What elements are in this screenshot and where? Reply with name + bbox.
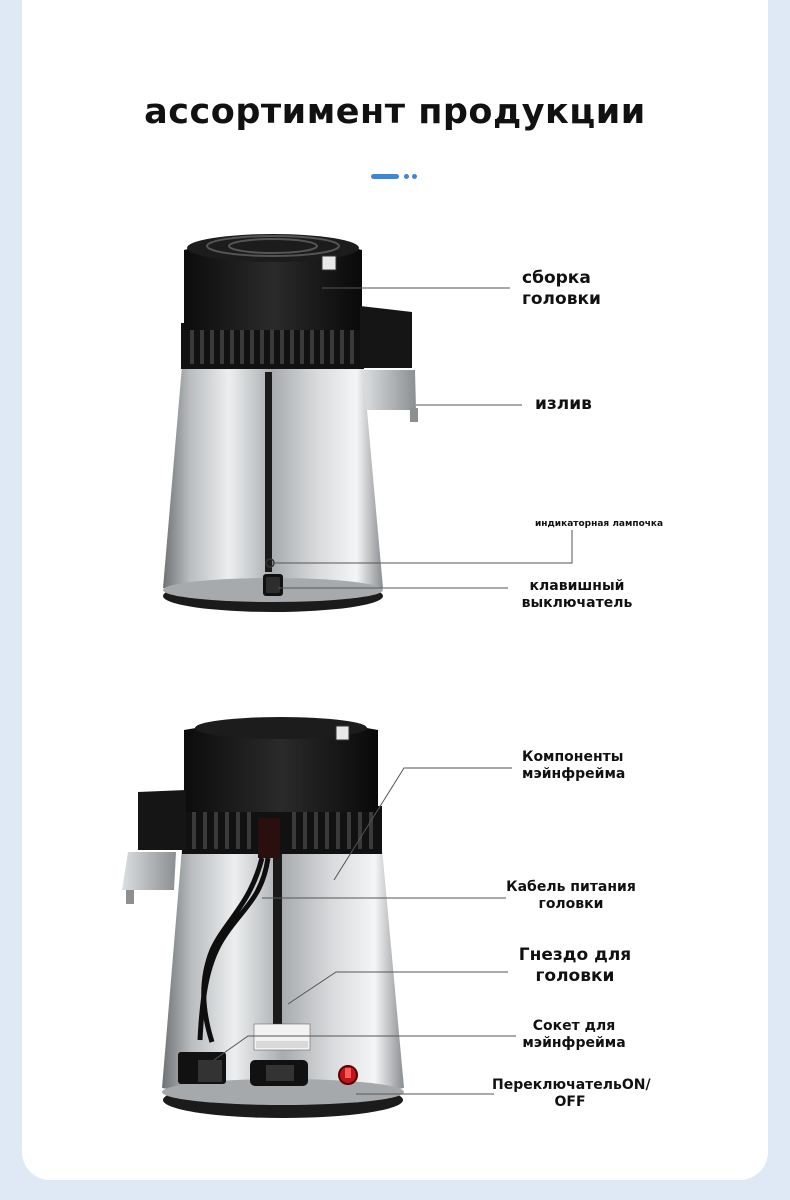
label-spout: излив bbox=[535, 394, 592, 414]
page-title: ассортимент продукции bbox=[144, 92, 646, 132]
label-head-assembly: сборка головки bbox=[522, 268, 601, 309]
label-on-off-switch: ПереключательON/ OFF bbox=[492, 1077, 651, 1111]
label-mainframe-components: Компоненты мэйнфрейма bbox=[522, 749, 626, 783]
label-rocker-switch: клавишный выключатель bbox=[521, 578, 633, 612]
label-mainframe-socket: Сокет для мэйнфрейма bbox=[522, 1018, 626, 1052]
leader-mainframe-components bbox=[334, 768, 512, 880]
label-indicator-lamp: индикаторная лампочка bbox=[535, 519, 664, 529]
leader-mainframe-socket bbox=[214, 1036, 516, 1060]
label-head-power-cable: Кабель питания головки bbox=[506, 879, 636, 913]
label-head-socket: Гнездо для головки bbox=[518, 945, 632, 986]
leader-head-socket bbox=[288, 972, 508, 1004]
leader-indicator-lamp bbox=[272, 530, 572, 563]
